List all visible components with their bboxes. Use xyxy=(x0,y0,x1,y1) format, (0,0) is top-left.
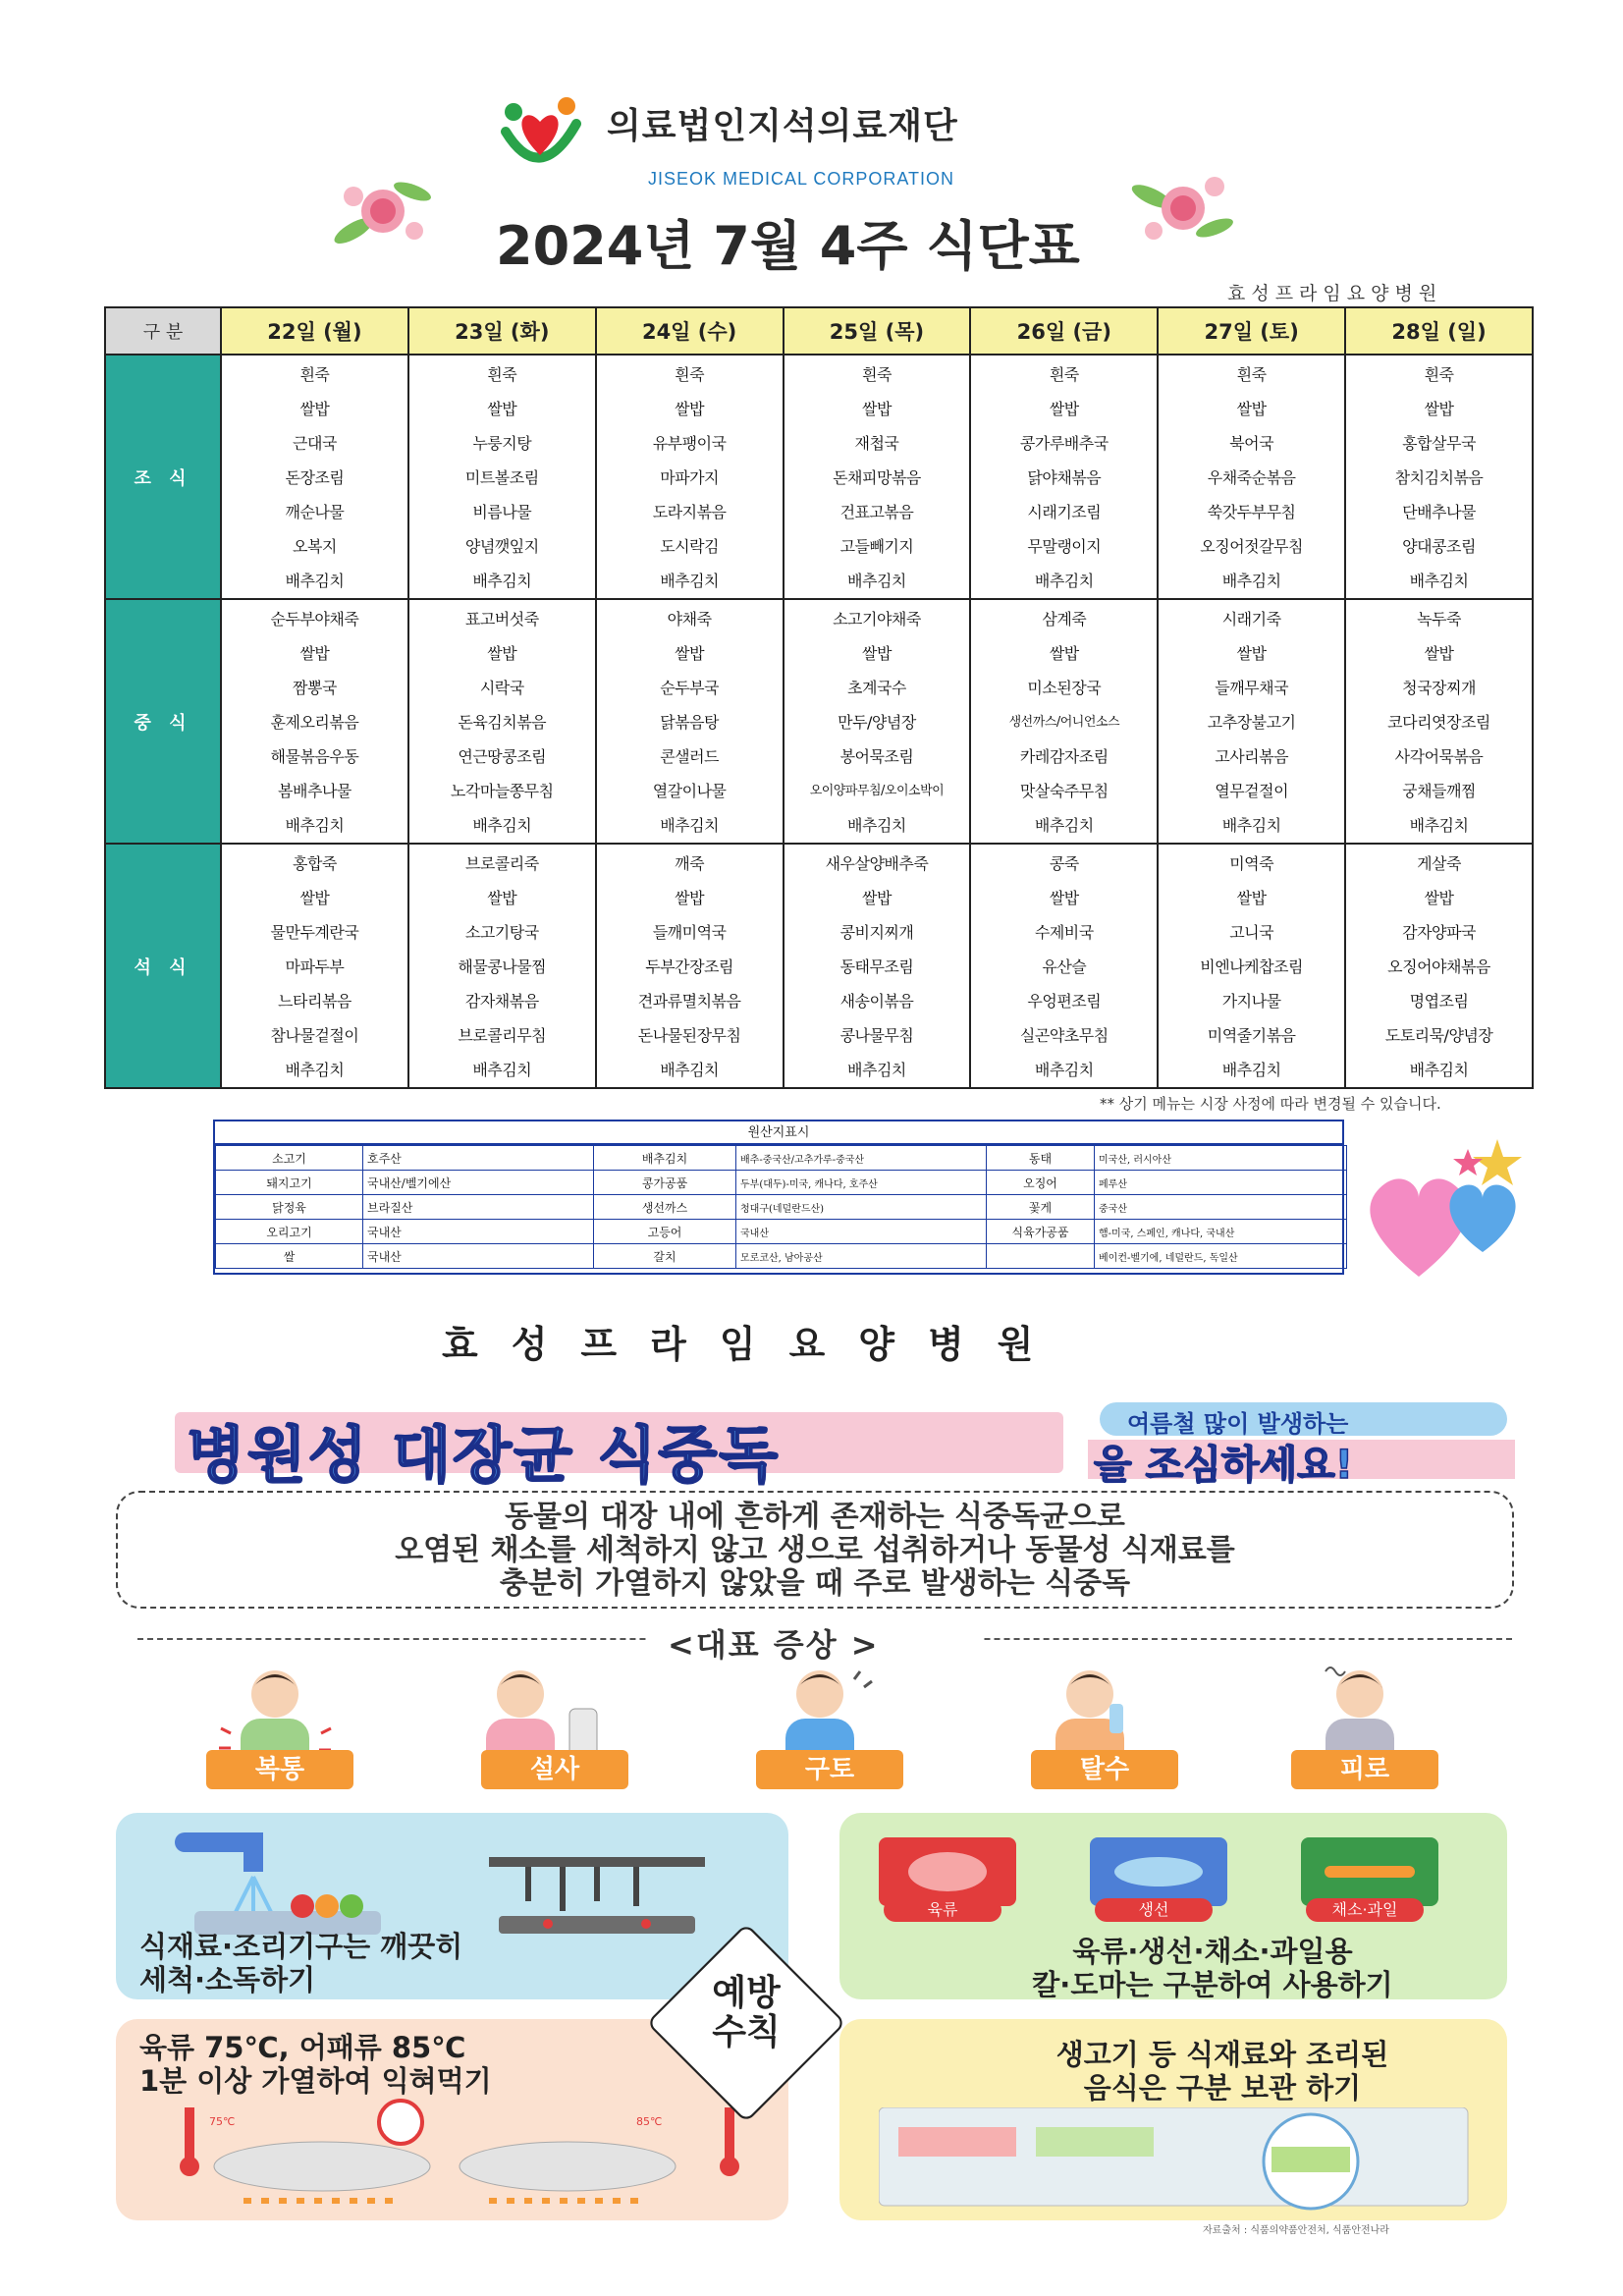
menu-item: 명엽조림 xyxy=(1409,992,1469,1011)
menu-item: 고들빼기지 xyxy=(839,537,914,556)
meal-cell xyxy=(784,355,971,599)
menu-item: 도라지볶음 xyxy=(652,503,727,521)
menu-item: 비엔나케찹조림 xyxy=(1200,957,1303,976)
cooking-pots-icon xyxy=(155,2098,764,2211)
menu-item: 쌀밥 xyxy=(299,644,330,663)
menu-item: 흰죽 xyxy=(1049,365,1079,384)
menu-item: 동태무조림 xyxy=(839,957,914,976)
menu-item: 흰죽 xyxy=(299,365,330,384)
menu-item: 견과류멸치볶음 xyxy=(637,992,741,1011)
origin-country: 국내산 xyxy=(363,1220,594,1244)
menu-item: 근대국 xyxy=(292,434,337,453)
menu-item: 배추김치 xyxy=(1409,1061,1469,1079)
origin-item: 오징어 xyxy=(987,1171,1095,1195)
menu-item: 미역줄기볶음 xyxy=(1207,1026,1296,1045)
menu-item: 쌀밥 xyxy=(1236,889,1267,907)
symptom-label: 탈수 xyxy=(1031,1750,1178,1789)
menu-item: 미트볼조림 xyxy=(464,468,539,487)
menu-item: 봉어묵조림 xyxy=(839,747,914,766)
origin-item: 갈치 xyxy=(594,1244,736,1269)
menu-item: 쌀밥 xyxy=(299,889,330,907)
menu-item: 쌀밥 xyxy=(1236,400,1267,418)
menu-item: 녹두죽 xyxy=(1417,610,1461,629)
menu-item: 삼계죽 xyxy=(1042,610,1087,629)
menu-item: 브로콜리무침 xyxy=(458,1026,547,1045)
menu-item: 누룽지탕 xyxy=(472,434,532,453)
menu-item: 미역죽 xyxy=(1229,854,1274,873)
organization-english-name: JISEOK MEDICAL CORPORATION xyxy=(648,169,955,189)
menu-item: 들깨미역국 xyxy=(652,923,727,942)
origin-row xyxy=(216,1146,1347,1171)
menu-item: 쌀밥 xyxy=(861,400,892,418)
menu-item: 배추김치 xyxy=(1409,816,1469,835)
meal-cell xyxy=(970,599,1158,844)
origin-table xyxy=(215,1145,1347,1269)
menu-item: 소고기야채죽 xyxy=(833,610,921,629)
symptom-label: 설사 xyxy=(481,1750,628,1789)
menu-item: 열갈이나물 xyxy=(652,782,727,800)
menu-item: 해물볶음우동 xyxy=(270,747,359,766)
origin-country: 국내산 xyxy=(363,1244,594,1269)
menu-item: 쌀밥 xyxy=(487,400,517,418)
menu-item: 가지나물 xyxy=(1221,992,1281,1011)
day-header: 22일 (월) xyxy=(221,307,408,355)
menu-item: 재첩국 xyxy=(854,434,899,453)
origin-item: 쌀 xyxy=(216,1244,363,1269)
symptom-label: 구토 xyxy=(756,1750,903,1789)
menu-item: 배추김치 xyxy=(847,1061,906,1079)
origin-country: 페루산 xyxy=(1095,1171,1347,1195)
origin-item: 콩가공품 xyxy=(594,1171,736,1195)
menu-item: 단배추나물 xyxy=(1402,503,1476,521)
origin-country: 두부(대두)-미국, 캐나다, 호주산 xyxy=(736,1171,987,1195)
menu-item: 배추김치 xyxy=(1034,1061,1094,1079)
faucet-washing-icon xyxy=(155,1823,410,1941)
menu-item: 사각어묵볶음 xyxy=(1394,747,1484,766)
menu-item: 깨죽 xyxy=(675,854,705,873)
menu-item: 콩비지찌개 xyxy=(839,923,914,942)
origin-row xyxy=(216,1244,1347,1269)
meal-cell xyxy=(596,844,784,1088)
menu-item: 고사리볶음 xyxy=(1215,747,1289,766)
menu-item: 닭볶음탕 xyxy=(660,713,720,732)
menu-item: 유산슬 xyxy=(1042,957,1087,976)
menu-item: 두부간장조림 xyxy=(645,957,733,976)
poster-title: 병원성 대장균 식중독 xyxy=(187,1419,781,1491)
menu-item: 쌀밥 xyxy=(675,400,705,418)
menu-item: 쌀밥 xyxy=(1424,644,1454,663)
table-header-row xyxy=(105,307,1533,355)
flower-decoration-icon xyxy=(324,162,442,260)
menu-item: 소고기탕국 xyxy=(464,923,539,942)
temperature-label: 85℃ xyxy=(636,2115,663,2128)
source-note: 자료출처 : 식품의약품안전처, 식품안전나라 xyxy=(1203,2225,1389,2236)
menu-item: 초계국수 xyxy=(847,679,906,697)
menu-item: 야채죽 xyxy=(667,610,712,629)
meal-row xyxy=(105,599,1533,844)
menu-item: 도시락김 xyxy=(660,537,720,556)
menu-item: 흰죽 xyxy=(1424,365,1454,384)
origin-country: 국내산 xyxy=(736,1220,987,1244)
meal-cell xyxy=(970,844,1158,1088)
meal-label: 중 식 xyxy=(105,599,221,844)
menu-item: 유부팽이국 xyxy=(652,434,727,453)
menu-item: 봄배추나물 xyxy=(278,782,352,800)
meal-row xyxy=(105,355,1533,599)
meal-cell xyxy=(408,599,596,844)
meal-cell xyxy=(596,355,784,599)
menu-item: 배추김치 xyxy=(285,816,345,835)
menu-item: 배추김치 xyxy=(1221,1061,1281,1079)
origin-country: 미국산, 러시아산 xyxy=(1095,1146,1347,1171)
meal-cell xyxy=(1158,355,1345,599)
menu-item: 쌀밥 xyxy=(487,644,517,663)
tip-line: 칼·도마는 구분하여 사용하기 xyxy=(1032,1968,1393,2001)
menu-item: 배추김치 xyxy=(1034,816,1094,835)
meal-cell xyxy=(408,844,596,1088)
menu-item: 배추김치 xyxy=(285,572,345,590)
category-label-meat: 육류 xyxy=(884,1898,1001,1922)
kitchen-utensils-icon xyxy=(469,1828,725,1945)
menu-item: 쌀밥 xyxy=(1049,889,1079,907)
meal-cell xyxy=(221,844,408,1088)
origin-country: 브라질산 xyxy=(363,1195,594,1220)
hospital-name-large: 효성프라임요양병원 xyxy=(442,1323,1067,1366)
tip-line: 육류 75℃, 어패류 85℃ xyxy=(139,2031,466,2064)
menu-item: 쌀밥 xyxy=(861,644,892,663)
menu-item: 콩나물무침 xyxy=(839,1026,914,1045)
symptom-label: 복통 xyxy=(206,1750,353,1789)
menu-item: 감자양파국 xyxy=(1402,923,1476,942)
origin-table-box xyxy=(213,1120,1344,1275)
menu-item: 들깨무채국 xyxy=(1215,679,1289,697)
corner-header: 구 분 xyxy=(105,307,221,355)
meal-cell xyxy=(1158,599,1345,844)
day-header: 28일 (일) xyxy=(1345,307,1533,355)
origin-item: 배추김치 xyxy=(594,1146,736,1171)
menu-item: 흰죽 xyxy=(861,365,892,384)
center-label-line: 수칙 xyxy=(712,2012,781,2052)
menu-change-notice: ** 상기 메뉴는 시장 사정에 따라 변경될 수 있습니다. xyxy=(1100,1095,1441,1113)
menu-item: 참나물겉절이 xyxy=(270,1026,359,1045)
origin-country: 중국산 xyxy=(1095,1195,1347,1220)
origin-item: 고등어 xyxy=(594,1220,736,1244)
tip-line: 세척·소독하기 xyxy=(139,1963,316,1996)
hearts-decoration-icon xyxy=(1360,1129,1532,1291)
prevention-tip-wash xyxy=(139,1930,462,1996)
menu-item: 만두/양념장 xyxy=(838,713,916,732)
prevention-center-label xyxy=(692,1974,800,2052)
day-header: 23일 (화) xyxy=(408,307,596,355)
day-header: 25일 (목) xyxy=(784,307,971,355)
meal-cell xyxy=(784,844,971,1088)
meal-label: 석 식 xyxy=(105,844,221,1088)
menu-item: 우엉편조림 xyxy=(1027,992,1102,1011)
center-label-line: 예방 xyxy=(712,1973,781,2013)
origin-country: 국내산/벨기에산 xyxy=(363,1171,594,1195)
menu-item: 콘샐러드 xyxy=(660,747,720,766)
refrigerator-storage-icon xyxy=(879,2107,1488,2211)
menu-item: 새우살양배추죽 xyxy=(825,854,929,873)
menu-item: 쌀밥 xyxy=(1424,400,1454,418)
menu-item: 배추김치 xyxy=(1409,572,1469,590)
menu-item: 무말랭이지 xyxy=(1027,537,1102,556)
menu-item: 마파두부 xyxy=(285,957,345,976)
menu-item: 해물콩나물찜 xyxy=(458,957,547,976)
menu-item: 참치김치볶음 xyxy=(1394,468,1484,487)
meal-cell xyxy=(970,355,1158,599)
menu-item: 흰죽 xyxy=(1236,365,1267,384)
menu-item: 배추김치 xyxy=(1221,572,1281,590)
menu-item: 쌀밥 xyxy=(1424,889,1454,907)
origin-item: 생선까스 xyxy=(594,1195,736,1220)
meal-label: 조 식 xyxy=(105,355,221,599)
menu-item: 시래기죽 xyxy=(1221,610,1281,629)
origin-row xyxy=(216,1171,1347,1195)
menu-item: 쌀밥 xyxy=(1049,400,1079,418)
organization-name: 의료법인지석의료재단 xyxy=(607,106,958,146)
tip-line: 식재료·조리기구는 깨끗히 xyxy=(139,1930,463,1963)
menu-item: 쌀밥 xyxy=(299,400,330,418)
menu-item: 느타리볶음 xyxy=(278,992,352,1011)
meal-cell xyxy=(596,599,784,844)
definition-line: 충분히 가열하지 않았을 때 주로 발생하는 식중독 xyxy=(499,1566,1131,1601)
menu-item: 쌀밥 xyxy=(487,889,517,907)
meal-cell xyxy=(1345,599,1533,844)
day-header: 26일 (금) xyxy=(970,307,1158,355)
menu-item: 콩죽 xyxy=(1049,854,1079,873)
menu-item: 흰죽 xyxy=(487,365,517,384)
menu-item: 게살죽 xyxy=(1417,854,1461,873)
menu-item: 감자채볶음 xyxy=(464,992,539,1011)
menu-item: 배추김치 xyxy=(660,1061,720,1079)
meal-cell xyxy=(408,355,596,599)
origin-item: 꽃게 xyxy=(987,1195,1095,1220)
menu-item: 돈채피망볶음 xyxy=(833,468,921,487)
menu-item: 북어국 xyxy=(1229,434,1274,453)
menu-item: 마파가지 xyxy=(660,468,720,487)
poster-subtitle: 을 조심하세요! xyxy=(1094,1443,1354,1488)
category-label-fish: 생선 xyxy=(1095,1898,1213,1922)
flower-decoration-icon xyxy=(1124,157,1242,255)
menu-item: 홍합죽 xyxy=(292,854,337,873)
origin-country: 청대구(네덜란드산) xyxy=(736,1195,987,1220)
menu-item: 깨순나물 xyxy=(285,503,345,521)
menu-item: 배추김치 xyxy=(847,572,906,590)
menu-item: 배추김치 xyxy=(1034,572,1094,590)
origin-country: 호주산 xyxy=(363,1146,594,1171)
tip-line: 생고기 등 식재료와 조리된 xyxy=(1055,2038,1389,2071)
origin-country: 베이컨-벨기에, 네덜란드, 독일산 xyxy=(1095,1244,1347,1269)
menu-item: 배추김치 xyxy=(847,816,906,835)
tip-line: 1분 이상 가열하여 익혀먹기 xyxy=(139,2064,492,2098)
definition-line: 동물의 대장 내에 흔하게 존재하는 식중독균으로 xyxy=(505,1500,1125,1534)
menu-item: 콩가루배추국 xyxy=(1019,434,1109,453)
menu-item: 시래기조림 xyxy=(1027,503,1102,521)
prevention-tip-separate-tools xyxy=(933,1935,1492,2001)
menu-item: 돈장조림 xyxy=(285,468,345,487)
menu-item: 수제비국 xyxy=(1034,923,1094,942)
origin-item xyxy=(987,1244,1095,1269)
menu-item: 연근땅콩조림 xyxy=(458,747,547,766)
menu-item: 돈육김치볶음 xyxy=(458,713,547,732)
menu-item: 카레감자조림 xyxy=(1019,747,1109,766)
origin-country: 햄-미국, 스페인, 캐나다, 국내산 xyxy=(1095,1220,1347,1244)
menu-item: 실곤약초무침 xyxy=(1019,1026,1109,1045)
menu-item: 쑥갓두부무침 xyxy=(1207,503,1296,521)
menu-item: 표고버섯죽 xyxy=(464,610,539,629)
menu-item: 양념깻잎지 xyxy=(464,537,539,556)
menu-item: 배추김치 xyxy=(472,1061,532,1079)
menu-item: 미소된장국 xyxy=(1027,679,1102,697)
menu-item: 순두부국 xyxy=(660,679,720,697)
menu-item: 궁채들깨찜 xyxy=(1402,782,1476,800)
menu-item: 쌀밥 xyxy=(1049,644,1079,663)
prevention-tip-storage xyxy=(952,2038,1492,2105)
menu-item: 쌀밥 xyxy=(861,889,892,907)
menu-item: 배추김치 xyxy=(1221,816,1281,835)
meal-cell xyxy=(1345,844,1533,1088)
menu-item: 배추김치 xyxy=(285,1061,345,1079)
menu-item: 훈제오리볶음 xyxy=(270,713,359,732)
menu-item: 청국장찌개 xyxy=(1402,679,1476,697)
menu-item: 쌀밥 xyxy=(675,644,705,663)
meal-cell xyxy=(784,599,971,844)
menu-item: 쌀밥 xyxy=(1236,644,1267,663)
meal-row xyxy=(105,844,1533,1088)
menu-item: 양대콩조림 xyxy=(1402,537,1476,556)
origin-item: 오리고기 xyxy=(216,1220,363,1244)
menu-item: 돈나물된장무침 xyxy=(637,1026,741,1045)
meal-cell xyxy=(1345,355,1533,599)
menu-item: 새송이볶음 xyxy=(839,992,914,1011)
menu-item: 배추김치 xyxy=(660,816,720,835)
tip-line: 육류·생선·채소·과일용 xyxy=(1072,1935,1353,1968)
menu-item: 순두부야채죽 xyxy=(270,610,359,629)
page-title: 2024년 7월 4주 식단표 xyxy=(496,215,1080,277)
day-header: 27일 (토) xyxy=(1158,307,1345,355)
menu-item: 홍합살무국 xyxy=(1402,434,1476,453)
origin-country: 배추-중국산/고추가루-중국산 xyxy=(736,1146,987,1171)
menu-item: 비름나물 xyxy=(472,503,532,521)
menu-item: 고추장불고기 xyxy=(1207,713,1296,732)
definition-line: 오염된 채소를 세척하지 않고 생으로 섭취하거나 동물성 식재료를 xyxy=(395,1533,1235,1567)
menu-item: 쌀밥 xyxy=(675,889,705,907)
poster-tag: 여름철 많이 발생하는 xyxy=(1127,1410,1349,1438)
menu-item: 노각마늘쫑무침 xyxy=(450,782,554,800)
origin-item: 소고기 xyxy=(216,1146,363,1171)
category-label-vegetable: 채소·과일 xyxy=(1306,1898,1424,1922)
menu-item: 고니국 xyxy=(1229,923,1274,942)
tip-line: 음식은 구분 보관 하기 xyxy=(1083,2071,1362,2105)
menu-item: 맛살숙주무침 xyxy=(1019,782,1109,800)
origin-item: 식육가공품 xyxy=(987,1220,1095,1244)
origin-row xyxy=(216,1195,1347,1220)
menu-item: 생선까스/어니언소스 xyxy=(1008,715,1119,730)
symptoms-heading: <대표 증상 > xyxy=(668,1626,880,1664)
menu-item: 열무겉절이 xyxy=(1215,782,1289,800)
meal-cell xyxy=(221,599,408,844)
symptom-label: 피로 xyxy=(1291,1750,1438,1789)
menu-item: 오이양파무침/오이소박이 xyxy=(809,784,945,798)
menu-item: 오복지 xyxy=(292,537,337,556)
temperature-label: 75℃ xyxy=(209,2115,236,2128)
menu-item: 코다리엿장조림 xyxy=(1387,713,1490,732)
menu-item: 시락국 xyxy=(479,679,524,697)
origin-item: 돼지고기 xyxy=(216,1171,363,1195)
menu-item: 물만두계란국 xyxy=(270,923,359,942)
day-header: 24일 (수) xyxy=(596,307,784,355)
origin-country: 모로코산, 남아공산 xyxy=(736,1244,987,1269)
origin-item: 동태 xyxy=(987,1146,1095,1171)
menu-item: 배추김치 xyxy=(472,816,532,835)
menu-item: 우채죽순볶음 xyxy=(1207,468,1296,487)
origin-table-title: 원산지표시 xyxy=(215,1121,1342,1145)
menu-item: 오징어야채볶음 xyxy=(1387,957,1490,976)
menu-item: 건표고볶음 xyxy=(839,503,914,521)
menu-item: 오징어젓갈무침 xyxy=(1200,537,1303,556)
origin-item: 닭정육 xyxy=(216,1195,363,1220)
menu-item: 짬뽕국 xyxy=(292,679,337,697)
prevention-tip-cook xyxy=(139,2031,492,2098)
meal-cell xyxy=(1158,844,1345,1088)
menu-item: 브로콜리죽 xyxy=(464,854,539,873)
menu-item: 배추김치 xyxy=(472,572,532,590)
hospital-name-small: 효성프라임요양병원 xyxy=(1227,283,1443,304)
menu-item: 흰죽 xyxy=(675,365,705,384)
jiseok-logo-icon xyxy=(496,94,584,185)
definition-text xyxy=(118,1501,1512,1601)
origin-row xyxy=(216,1220,1347,1244)
weekly-meal-table xyxy=(104,306,1534,1089)
menu-item: 도토리묵/양념장 xyxy=(1384,1026,1493,1045)
menu-item: 닭야채볶음 xyxy=(1027,468,1102,487)
menu-item: 배추김치 xyxy=(660,572,720,590)
meal-cell xyxy=(221,355,408,599)
